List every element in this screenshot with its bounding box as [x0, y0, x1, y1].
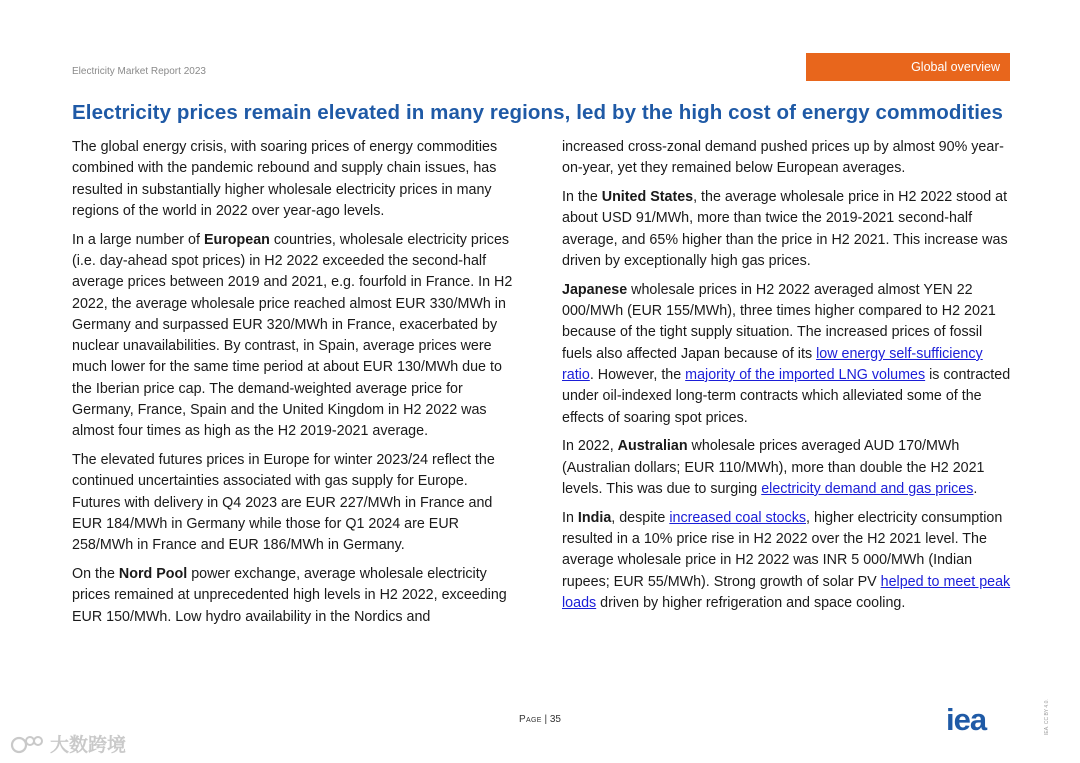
page-number-value: | 35 — [544, 714, 561, 725]
report-title: Electricity Market Report 2023 — [72, 66, 206, 77]
page-number — [0, 714, 1080, 725]
paragraph-europe: In a large number of European countries, wholesale electricity prices (i.e. day-ahead spot prices) in H2 2022 exceeded the second-half average prices between 2019 and 2021, e.g. fourfold in France. In H2 2022, the average wholesale price reached almost EUR 330/MWh in Germany and surpassed EUR 320/MWh in France, exacerbated by nuclear unavailabilities. By contrast, in Spain, average prices were much lower for the same time period at about EUR 130/MWh due to the Iberian price cap. The demand-weighted average price for Germany, France, Spain and the United Kingdom in H2 2022 was almost four times as high as the H2 2019-2021 average. — [72, 231, 513, 440]
keyword-united-states: United States — [601, 189, 694, 206]
watermark-text: 大数跨境 — [50, 735, 127, 756]
paragraph-india: In India, despite increased coal stocks, higher electricity consumption resulted in a 10% price rise in H2 2022 over the H2 2021 level. The average wholesale price in H2 2022 was INR 5 000/MWh (Indian rupees; EUR 55/MWh). Strong growth of solar PV helped to meet peak loads driven by higher refrigeration and space cooling. — [562, 509, 1011, 611]
page-heading: Electricity prices remain elevated in many regions, led by the high cost of energy commodities — [72, 101, 1004, 124]
keyword-european: European — [203, 231, 270, 248]
section-label: Global overview — [911, 60, 1000, 74]
paragraph-australia: In 2022, Australian wholesale prices averaged AUD 170/MWh (Australian dollars; EUR 110/MWh), more than double the H2 2021 levels. This was due to surging electricity demand and gas prices. — [562, 438, 985, 497]
link-electricity-demand-gas[interactable]: electricity demand and gas prices — [761, 480, 974, 497]
paragraph-futures: The elevated futures prices in Europe for winter 2023/24 reflect the continued uncertainties associated with gas supply for Europe. Futures with delivery in Q4 2023 are EUR 227/MWh in France and EUR 184/MWh in Germany while those for Q1 2024 are EUR 258/MWh in France and EUR 186/MWh in Germany. — [72, 452, 495, 554]
watermark — [10, 730, 126, 757]
paragraph-united-states: In the United States, the average wholesale price in H2 2022 stood at about USD 91/MWh, more than twice the 2019-2021 second-half average, and 65% higher than the price in H2 2021. This increase was driven by exceptionally high gas prices. — [562, 189, 1008, 269]
left-column — [72, 137, 520, 636]
watermark-logo-icon — [10, 733, 44, 755]
page-word: Page — [519, 714, 542, 725]
paragraph-japan: Japanese wholesale prices in H2 2022 averaged almost YEN 22 000/MWh (EUR 155/MWh), three times higher compared to H2 2021 because of the tight supply situation. The increased prices of fossil fuels also affected Japan because of its low energy self-sufficiency ratio. However, the majority of the imported LNG volumes is contracted under oil-indexed long-term contracts which alleviated some of the effects of soaring spot prices. — [562, 281, 1011, 426]
right-column — [562, 137, 1012, 622]
keyword-australian: Australian — [617, 438, 688, 455]
link-self-sufficiency[interactable]: low energy self-sufficiency ratio — [562, 345, 983, 383]
paragraph-nordics-cont: increased cross-zonal demand pushed prices up by almost 90% year-on-year, yet they remained below European averages. — [562, 139, 1004, 177]
iea-logo: iea — [946, 702, 987, 737]
paragraph-global-crisis: The global energy crisis, with soaring prices of energy commodities combined with the pandemic rebound and supply chain issues, has resulted in substantially higher wholesale electricity prices in many regions of the world in 2022 over year-ago levels. — [72, 139, 498, 219]
paragraph-nord-pool: On the Nord Pool power exchange, average wholesale electricity prices remained at unprecedented high levels in H2 2022, exceeding EUR 150/MWh. Low hydro availability in the Nordics and — [72, 566, 507, 625]
section-badge — [806, 53, 1010, 81]
keyword-japanese: Japanese — [562, 281, 628, 298]
keyword-nord-pool: Nord Pool — [118, 566, 188, 583]
link-imported-lng[interactable]: majority of the imported LNG volumes — [685, 366, 926, 383]
keyword-india: India — [577, 509, 612, 526]
license-note: IEA. CC BY 4.0. — [1044, 699, 1050, 735]
link-peak-loads[interactable]: helped to meet peak loads — [562, 573, 1011, 611]
link-coal-stocks[interactable]: increased coal stocks — [669, 509, 806, 526]
